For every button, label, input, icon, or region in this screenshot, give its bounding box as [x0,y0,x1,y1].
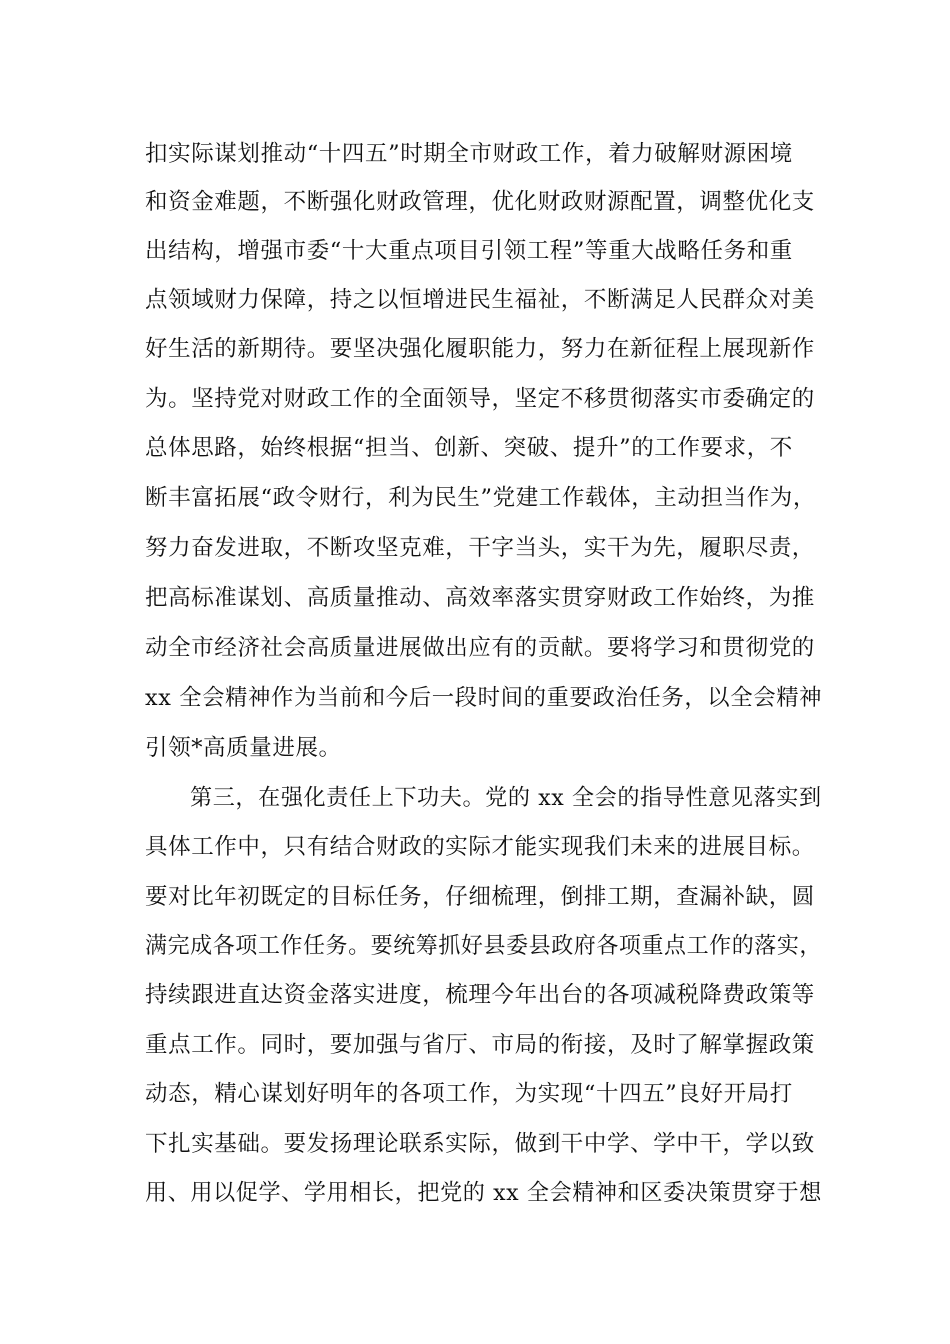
text-line: xx 全会精神作为当前和今后一段时间的重要政治任务，以全会精神 [145,685,823,711]
text-line: 下扎实基础。要发扬理论联系实际，做到干中学、学中干，学以致 [145,1131,815,1157]
text-line: 点领域财力保障，持之以恒增进民生福祉，不断满足人民群众对美 [145,287,815,313]
text-line: 具体工作中，只有结合财政的实际才能实现我们未来的进展目标。 [145,834,815,860]
text-line: 和资金难题，不断强化财政管理，优化财政财源配置，调整优化支 [145,189,815,215]
text-line: 用、用以促学、学用相长，把党的 xx 全会精神和区委决策贯穿于想 [145,1180,822,1206]
text-line: 要对比年初既定的目标任务，仔细梳理，倒排工期，查漏补缺，圆 [145,884,815,910]
text-line: 满完成各项工作任务。要统筹抓好县委县政府各项重点工作的落实， [145,933,823,959]
text-line: 动态，精心谋划好明年的各项工作，为实现“十四五”良好开局打 [145,1081,793,1107]
text-line: 引领*高质量进展。 [145,735,342,761]
text-line: 把高标准谋划、高质量推动、高效率落实贯穿财政工作始终，为推 [145,585,815,611]
text-line: 重点工作。同时，要加强与省厅、市局的衔接，及时了解掌握政策 [145,1032,815,1058]
text-line: 断丰富拓展“政令财行，利为民生”党建工作载体，主动担当作为， [145,485,817,511]
text-line: 动全市经济社会高质量进展做出应有的贡献。要将学习和贯彻党的 [145,635,815,661]
paragraph-first-line: 第三，在强化责任上下功夫。党的 xx 全会的指导性意见落实到 [190,785,822,811]
text-line: 总体思路，始终根据“担当、创新、突破、提升”的工作要求，不 [145,435,793,461]
text-line: 努力奋发进取，不断攻坚克难，干字当头，实干为先，履职尽责， [145,535,815,561]
text-line: 为。坚持党对财政工作的全面领导，坚定不移贯彻落实市委确定的 [145,386,815,412]
text-line: 好生活的新期待。要坚决强化履职能力，努力在新征程上展现新作 [145,336,815,362]
text-line: 扣实际谋划推动“十四五”时期全市财政工作，着力破解财源困境 [145,141,793,167]
text-line: 持续跟进直达资金落实进度，梳理今年出台的各项减税降费政策等 [145,982,815,1008]
text-line: 出结构，增强市委“十大重点项目引领工程”等重大战略任务和重 [145,238,793,264]
